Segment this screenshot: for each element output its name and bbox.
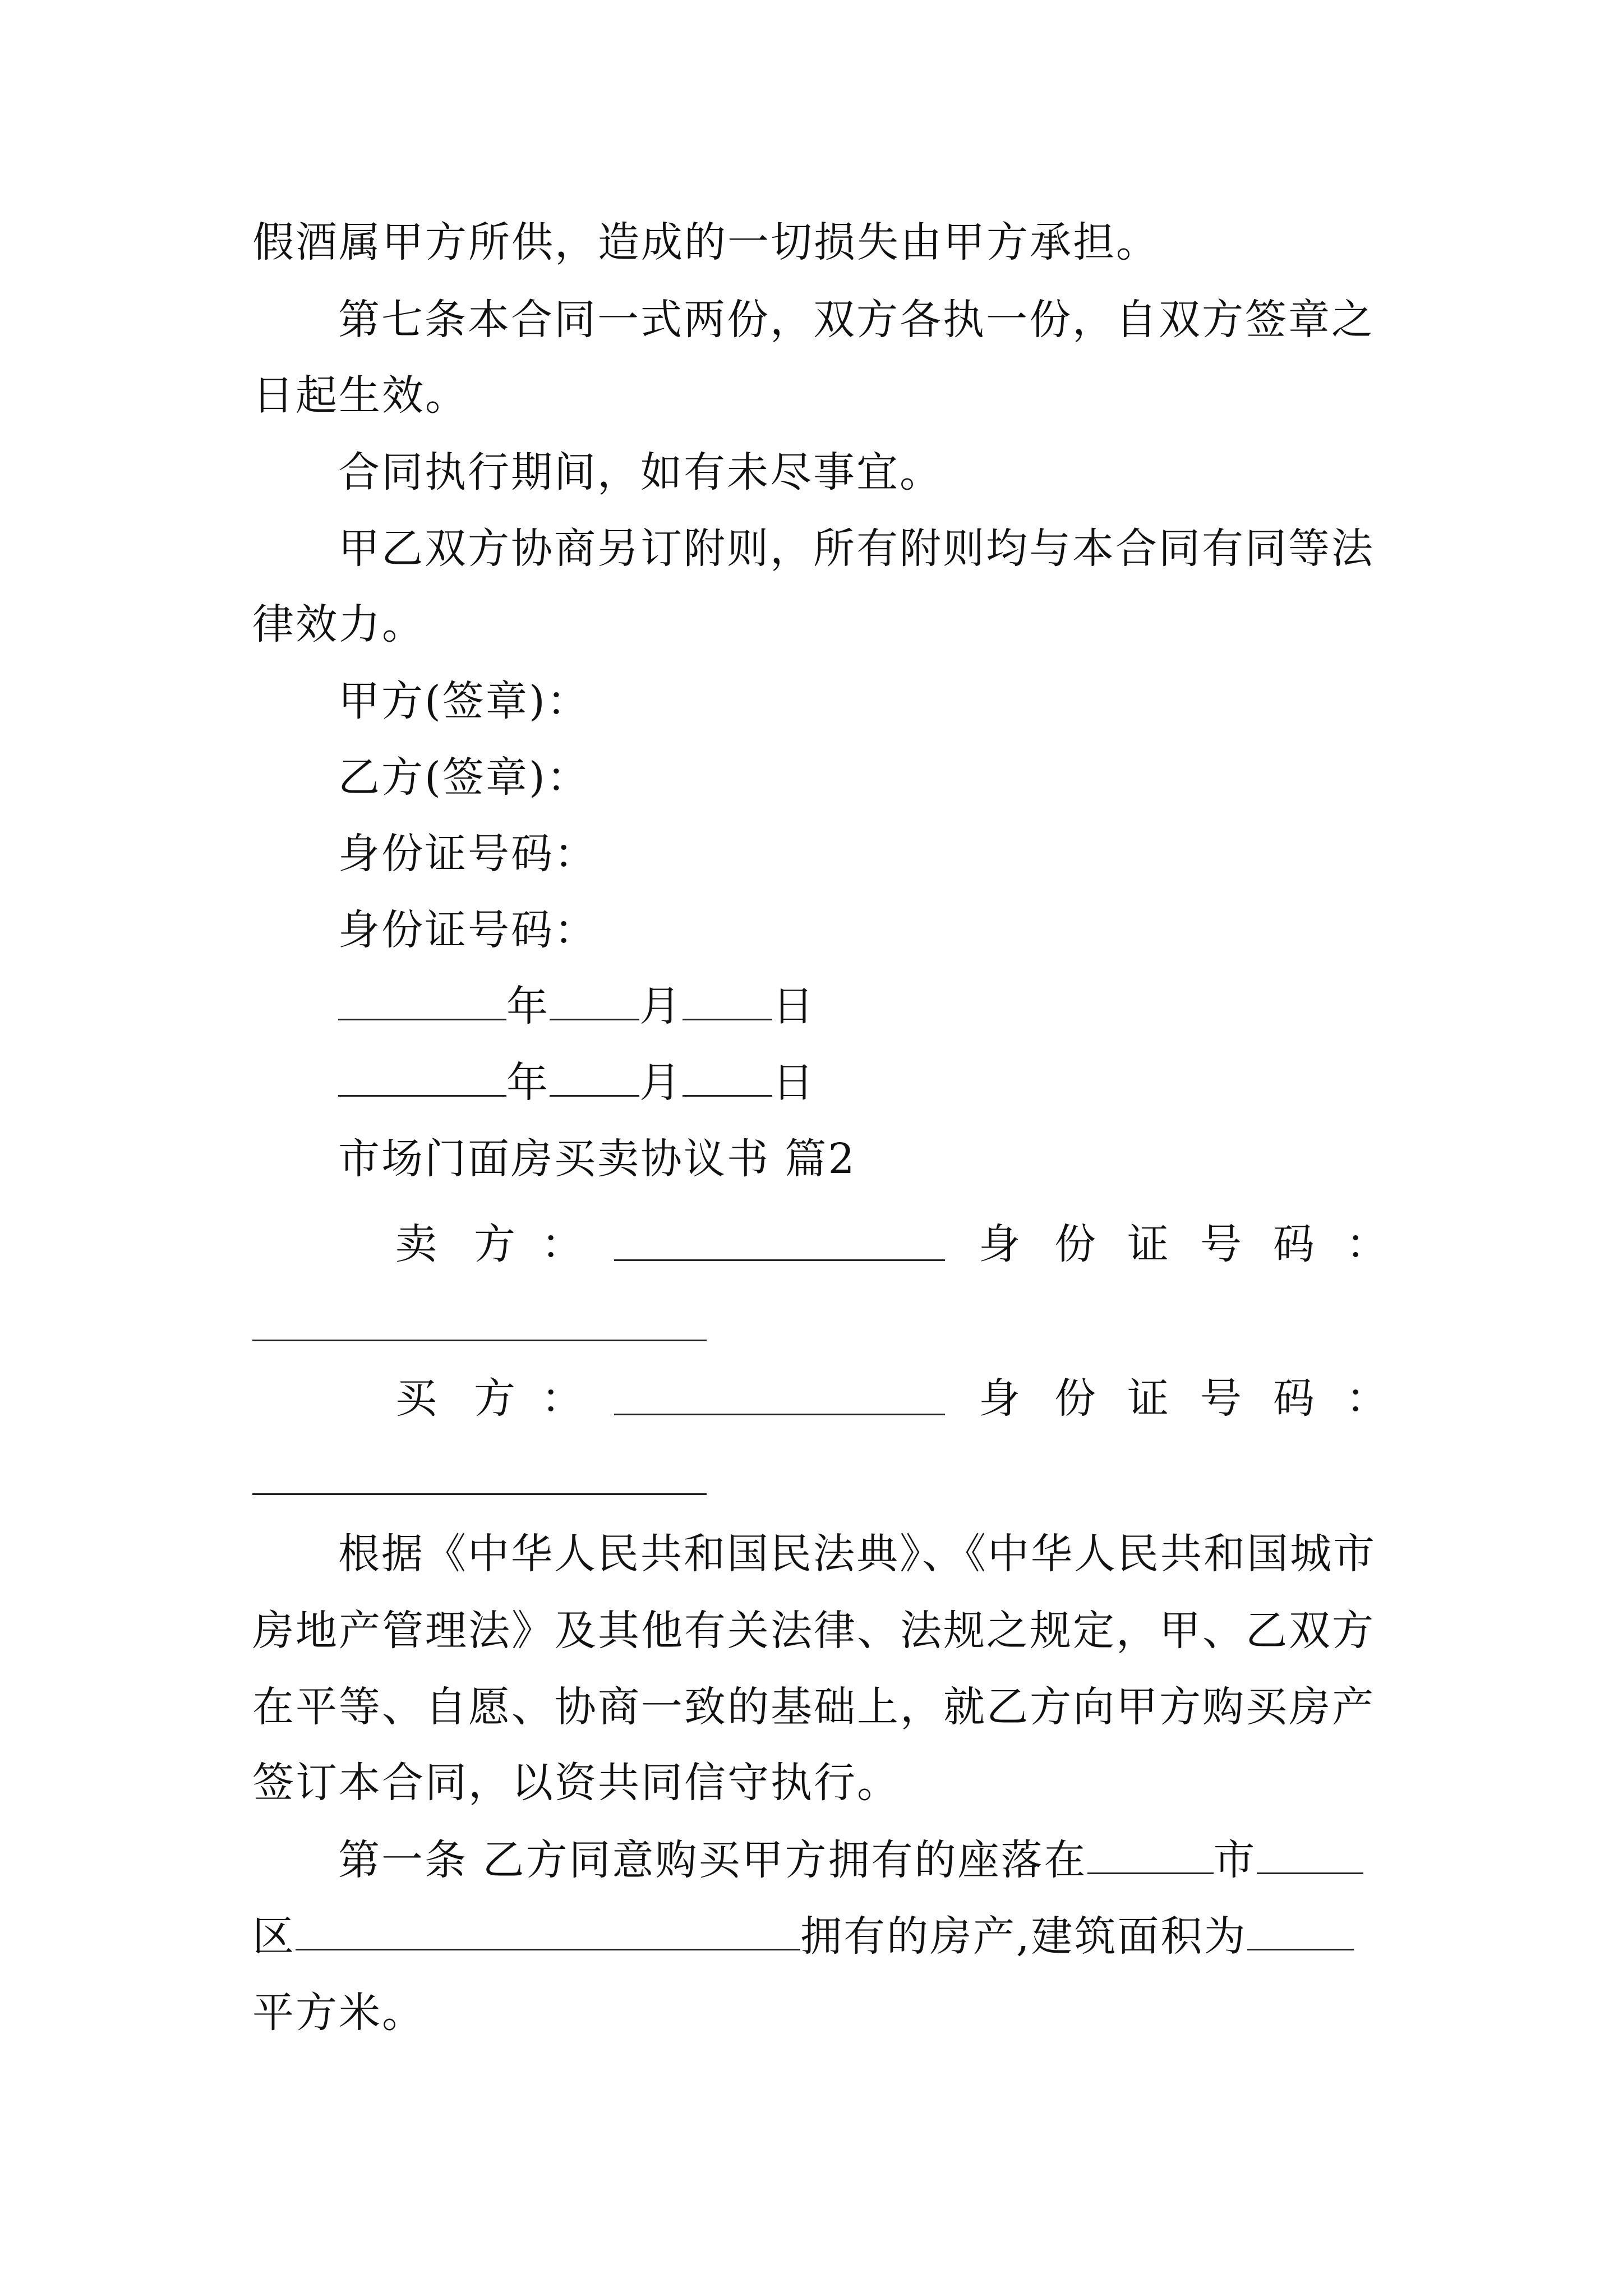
- article-1-line: [252, 1908, 1354, 1964]
- year-blank: [338, 978, 506, 1020]
- id-label-char: ：: [1346, 1220, 1389, 1268]
- date-line: [338, 978, 815, 1034]
- id-label-char: 份: [1054, 1220, 1098, 1268]
- paragraph-line: 合同执行期间，如有未尽事宜。: [338, 448, 943, 496]
- district-label: 区: [252, 1912, 296, 1961]
- id-label-char: 码: [1273, 1220, 1316, 1268]
- paragraph-line: 根据《中华人民共和国民法典》、《中华人民共和国城市: [338, 1530, 1376, 1578]
- id-label-char: 份: [1054, 1374, 1098, 1423]
- id-label-char: ：: [1346, 1374, 1389, 1423]
- seller-label-char: ：: [541, 1220, 584, 1268]
- buyer-name-blank: [614, 1414, 945, 1415]
- seller-id-blank: [252, 1340, 707, 1341]
- paragraph-line: 假酒属甲方所供，造成的一切损失由甲方承担。: [252, 218, 1159, 266]
- article-7-text: 第七条本合同一式两份，双方各执一份，自双方签章之: [338, 296, 1375, 344]
- paragraph-line: 甲乙双方协商另订附则，所有附则均与本合同有同等法: [338, 524, 1375, 573]
- seller-label-char: 卖: [395, 1220, 439, 1268]
- id-label-char: 号: [1200, 1220, 1243, 1268]
- id-number-b: 身份证号码：: [338, 906, 597, 954]
- day-label: 日: [772, 1059, 815, 1107]
- id-label-char: 码: [1273, 1374, 1316, 1423]
- month-blank: [550, 978, 639, 1020]
- buyer-label-char: ：: [541, 1374, 584, 1423]
- id-label-char: 证: [1127, 1220, 1170, 1268]
- paragraph-line: 平方米。: [252, 1989, 425, 2037]
- month-label: 月: [639, 1059, 683, 1107]
- id-number-a: 身份证号码：: [338, 830, 597, 878]
- seller-name-blank: [614, 1259, 945, 1261]
- seller-label-char: 方: [474, 1220, 517, 1268]
- article-1-mid: 拥有的房产,建筑面积为: [800, 1912, 1247, 1961]
- day-blank: [683, 978, 772, 1020]
- paragraph-line: 在平等、自愿、协商一致的基础上，就乙方向甲方购买房产: [252, 1683, 1375, 1731]
- month-label: 月: [639, 982, 683, 1030]
- id-label-char: 身: [979, 1220, 1022, 1268]
- year-blank: [338, 1055, 506, 1097]
- district-prefix-blank: [1257, 1832, 1363, 1874]
- paragraph-line: 房地产管理法》及其他有关法律、法规之规定，甲、乙双方: [252, 1607, 1375, 1655]
- address-blank: [296, 1908, 800, 1950]
- paragraph-line: 律效力。: [252, 600, 425, 648]
- section-heading: 市场门面房买卖协议书 篇2: [338, 1135, 856, 1183]
- id-label-char: 证: [1127, 1374, 1170, 1423]
- paragraph-line: 签订本合同，以资共同信守执行。: [252, 1759, 900, 1807]
- article-1-prefix: 第一条 乙方同意购买甲方拥有的座落在: [338, 1836, 1087, 1884]
- day-blank: [683, 1055, 772, 1097]
- id-label-char: 号: [1200, 1374, 1243, 1423]
- city-blank: [1087, 1832, 1214, 1874]
- buyer-label-char: 方: [474, 1374, 517, 1423]
- year-label: 年: [506, 1059, 550, 1107]
- city-label: 市: [1213, 1836, 1257, 1884]
- buyer-id-blank: [252, 1493, 707, 1495]
- id-label-char: 身: [979, 1374, 1022, 1423]
- date-line: [338, 1055, 815, 1111]
- paragraph-line: 日起生效。: [252, 371, 468, 420]
- article-1-line: [338, 1832, 1363, 1888]
- buyer-label-char: 买: [395, 1374, 439, 1423]
- area-blank: [1247, 1908, 1354, 1950]
- signature-party-b: 乙方(签章)：: [338, 753, 590, 802]
- year-label: 年: [506, 982, 550, 1030]
- day-label: 日: [772, 982, 815, 1030]
- signature-party-a: 甲方(签章)：: [338, 677, 590, 725]
- month-blank: [550, 1055, 639, 1097]
- paragraph-line: [338, 292, 1383, 348]
